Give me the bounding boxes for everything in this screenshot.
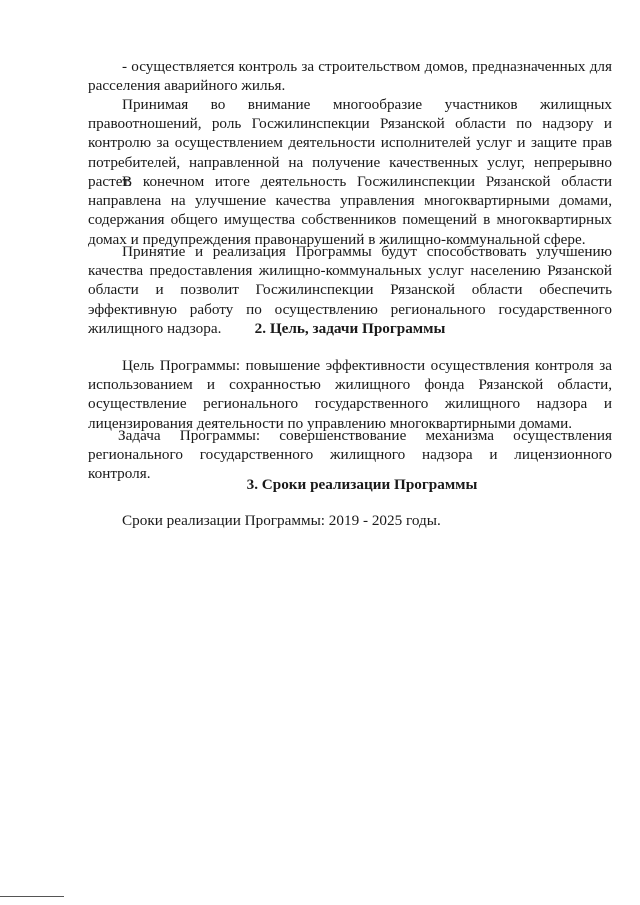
paragraph-final-result: В конечном итоге деятельность Госжилинспекции Рязанской области направлена на улучшение качества управления многоквартирными домами, содержания общего имущества собственников помещений в многоквартирных домах и предупреждения правонарушений в жилищно-коммунальной сфере. xyxy=(88,173,612,248)
paragraph-construction-control: - осуществляется контроль за строительством домов, предназначенных для расселения аварийного жилья. xyxy=(88,58,612,95)
section-3-heading: 3. Сроки реализации Программы xyxy=(246,476,478,493)
footer-rule xyxy=(0,896,64,897)
paragraph-participants-diversity: Принимая во внимание многообразие участников жилищных правоотношений, роль Госжилинспекции Рязанской области по надзору и контролю за осуществлением деятельности исполнителей услуг и защите прав потребителей, направленной на получение качественных услуг, непрерывно растет. xyxy=(88,96,612,190)
paragraph-program-adoption: Принятие и реализация Программы будут способствовать улучшению качества предоставления жилищно-коммунальных услуг населению Рязанской области и позволит Госжилинспекции Рязанской области обеспечить эффективную работу по осуществлению регионального государственного жилищного надзора. xyxy=(88,243,612,337)
paragraph-program-goal: Цель Программы: повышение эффективности осуществления контроля за использованием и сохранностью жилищного фонда Рязанской области, осуществление регионального государственного жилищного надзора и лицензирования деятельности по управлению многоквартирными домами. xyxy=(88,357,612,432)
paragraph-program-task: Задача Программы: совершенствование механизма осуществления регионального государственного жилищного надзора и лицензионного контроля. xyxy=(88,427,612,483)
section-2-heading: 2. Цель, задачи Программы xyxy=(254,320,446,337)
paragraph-program-terms: Сроки реализации Программы: 2019 - 2025 годы. xyxy=(122,512,441,529)
